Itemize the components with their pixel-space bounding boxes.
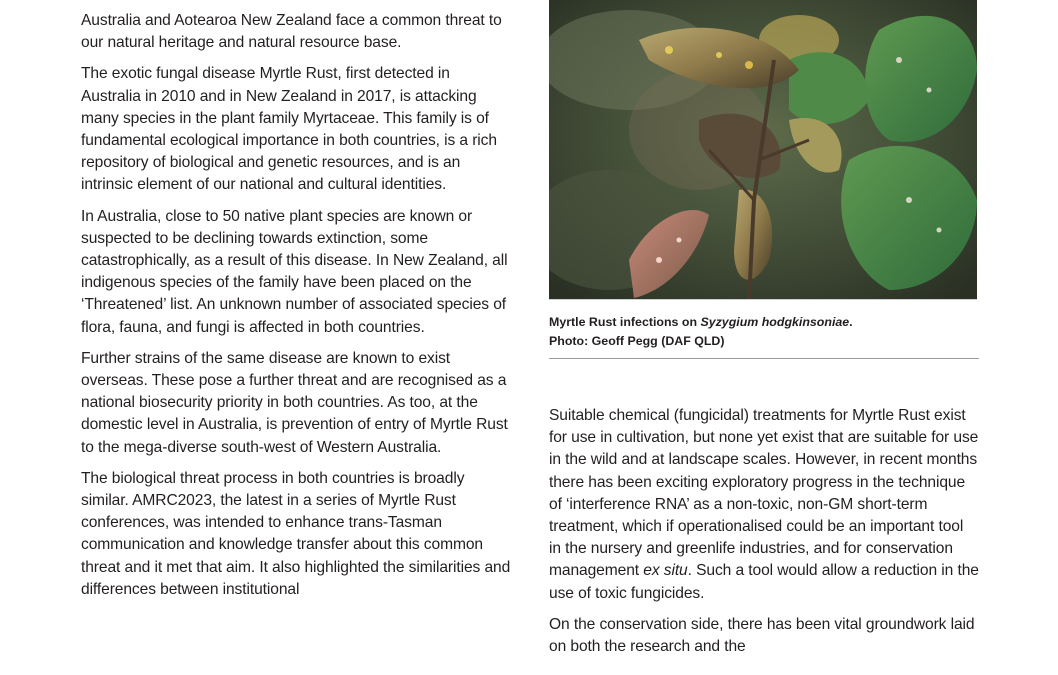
myrtle-rust-photo [549, 0, 977, 300]
caption-species: Syzygium hodgkinsoniae [700, 315, 850, 329]
italic-term: ex situ [643, 562, 688, 580]
paragraph-text: . Such a tool would allow a reduction in the use of toxic fungicides. [549, 562, 979, 602]
caption-credit: Photo: Geoff Pegg (DAF QLD) [549, 334, 725, 348]
right-text [549, 405, 979, 658]
paragraph [549, 405, 979, 605]
paragraph: The biological threat process in both countries is broadly similar. AMRC2023, the latest in a series of Myrtle Rust conferences, was intended to enhance trans-Tasman communication and knowledge transfer about this common threat and it met that aim. It also highlighted the similarities and differences between institutional [81, 469, 511, 598]
left-column [81, 10, 511, 610]
paragraph: In Australia, close to 50 native plant species are known or suspected to be declining towards extinction, some catastrophically, as a result of this disease. In New Zealand, all indigenous species of the family have been placed on the ‘Threatened’ list. An unknown number of associated species of flora, fauna, and fungi is affected in both countries. [81, 207, 508, 336]
paragraph: On the conservation side, there has been vital groundwork laid on both the research and the [549, 615, 975, 656]
paragraph: Australia and Aotearoa New Zealand face a common threat to our natural heritage and natural resource base. [81, 12, 502, 52]
right-column [549, 0, 979, 667]
photo-caption [549, 313, 979, 359]
paragraph: Further strains of the same disease are known to exist overseas. These pose a further threat and are recognised as a national biosecurity priority in both countries. As too, at the domestic level in Australia, is prevention of entry of Myrtle Rust to the mega-diverse south-west of Western Australia. [81, 349, 508, 456]
caption-prefix: Myrtle Rust infections on [549, 315, 701, 329]
paragraph-text: Suitable chemical (fungicidal) treatments for Myrtle Rust exist for use in cultivation, but none yet exist that are suitable for use in the wild and at landscape scales. However, in recent months there has been exciting exploratory progress in the technique of ‘interference RNA’ as a non-toxic, non-GM short-term treatment, which if operationalised could be an important tool in the nursery and greenlife industries, and for conservation management [549, 407, 979, 580]
caption-suffix: . [849, 315, 853, 329]
paragraph: The exotic fungal disease Myrtle Rust, first detected in Australia in 2010 and in New Zealand in 2017, is attacking many species in the plant family Myrtaceae. This family is of fundamental ecological importance in both countries, is a rich repository of biological and genetic resources, and is an intrinsic element of our national and cultural identities. [81, 65, 497, 194]
